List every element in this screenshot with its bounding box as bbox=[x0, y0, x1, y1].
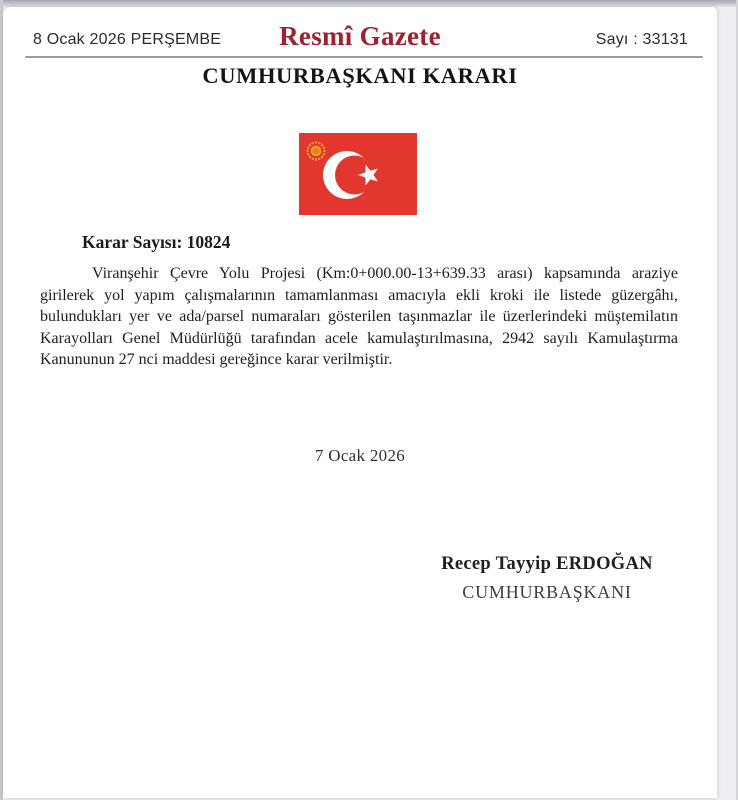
president-name: Recep Tayyip ERDOĞAN bbox=[441, 554, 653, 574]
gazette-date: 8 Ocak 2026 PERŞEMBE bbox=[33, 31, 222, 48]
turkish-flag-icon bbox=[299, 133, 417, 215]
document-title: CUMHURBAŞKANI KARARI bbox=[202, 63, 518, 88]
gazette-masthead-title: Resmî Gazete bbox=[279, 21, 441, 51]
presidential-sun-core bbox=[313, 148, 320, 155]
gazette-page bbox=[3, 7, 717, 798]
screen-top-edge bbox=[0, 0, 738, 7]
masthead-divider bbox=[25, 56, 703, 58]
decision-date: 7 Ocak 2026 bbox=[314, 446, 406, 465]
decision-body bbox=[40, 263, 678, 371]
president-title: CUMHURBAŞKANI bbox=[462, 582, 632, 602]
turkish-flag-svg bbox=[299, 133, 417, 215]
decision-number: Karar Sayısı: 10824 bbox=[82, 232, 231, 252]
body-line: girilerek yol yapım çalışmalarının tamamlanması amacıyla ekli kroki ile listede güzergâhı, bbox=[40, 286, 678, 304]
gazette-issue-number: Sayı : 33131 bbox=[595, 31, 688, 48]
body-line: Kanununun 27 nci maddesi gereğince karar verilmiştir. bbox=[40, 351, 393, 369]
body-line: bulundukları yer ve ada/parsel numaraları gösterilen taşınmazlar ile üzerlerindeki müştemilatın bbox=[40, 308, 678, 326]
body-line: Karayolları Genel Müdürlüğü tarafından acele kamulaştırılmasına, 2942 sayılı Kamulaştırma bbox=[40, 329, 678, 347]
body-line: Viranşehir Çevre Yolu Projesi (Km:0+000.00-13+639.33 arası) kapsamında araziye bbox=[92, 265, 678, 282]
signature-block bbox=[377, 554, 717, 603]
